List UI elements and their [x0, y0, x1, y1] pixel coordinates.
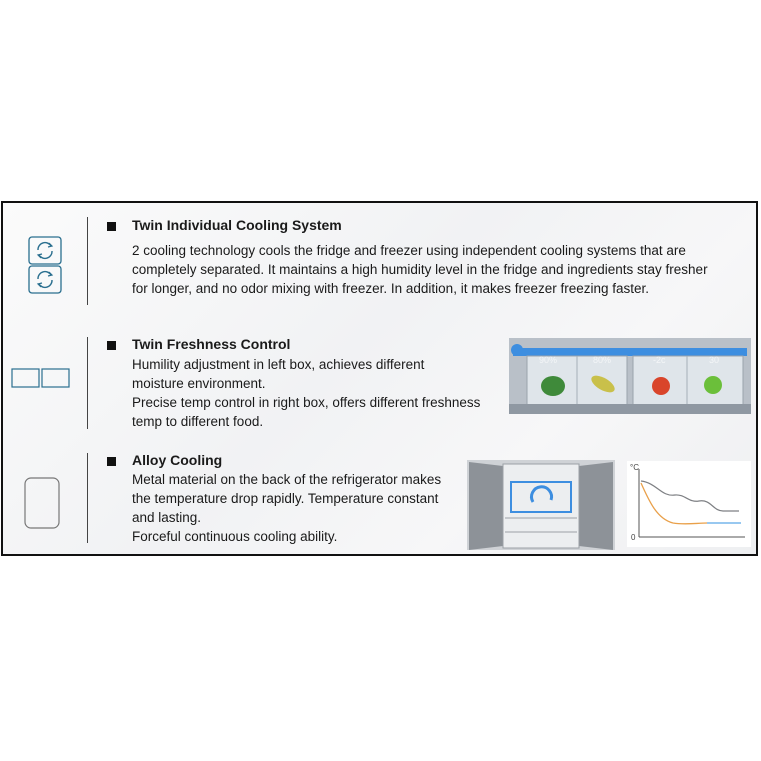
cooling-graph-image — [627, 461, 751, 547]
body-line: 2 cooling technology cools the fridge and freezer using independent cooling systems that are — [132, 243, 686, 258]
body-line: moisture environment. — [132, 376, 266, 391]
drawer-label: 90% — [539, 355, 558, 365]
body-line: Metal material on the back of the refrigerator makes — [132, 472, 442, 487]
alloy-panel-icon — [24, 477, 60, 529]
drawer-label: 80% — [593, 355, 612, 365]
body-line: completely separated. It maintains a high humidity level in the fridge and ingredients stay fresher — [132, 262, 708, 277]
graph-origin-label: 0 — [631, 533, 636, 542]
drawer-image — [509, 338, 751, 414]
bullet-square — [107, 457, 116, 466]
section-title: Twin Freshness Control — [132, 336, 291, 352]
divider-line-2 — [87, 337, 88, 429]
bullet-square — [107, 341, 116, 350]
body-line: the temperature drop rapidly. Temperature constant — [132, 491, 439, 506]
section-body — [132, 241, 708, 298]
bullet-square — [107, 222, 116, 231]
body-line: and lasting. — [132, 510, 202, 525]
twin-drawer-icon — [11, 367, 71, 389]
section-title: Alloy Cooling — [132, 452, 223, 468]
divider-line-3 — [87, 453, 88, 543]
drawer-label: 30 — [709, 355, 720, 365]
body-line: for longer, and no odor mixing with freezer. In addition, it makes freezer freezing faster. — [132, 281, 650, 296]
drawer-label: -2c — [653, 355, 666, 365]
divider-line-1 — [87, 217, 88, 305]
body-line: temp to different food. — [132, 414, 264, 429]
section-body — [132, 470, 441, 546]
section-title: Twin Individual Cooling System — [132, 217, 342, 233]
body-line: Precise temp control in right box, offers different freshness — [132, 395, 481, 410]
body-line: Humility adjustment in left box, achieves different — [132, 357, 425, 372]
body-line: Forceful continuous cooling ability. — [132, 529, 338, 544]
section-body — [132, 355, 480, 431]
refrigerator-image — [467, 460, 615, 550]
graph-y-label: °C — [630, 463, 639, 472]
twin-cycle-icon — [28, 236, 62, 294]
feature-panel — [1, 201, 758, 556]
